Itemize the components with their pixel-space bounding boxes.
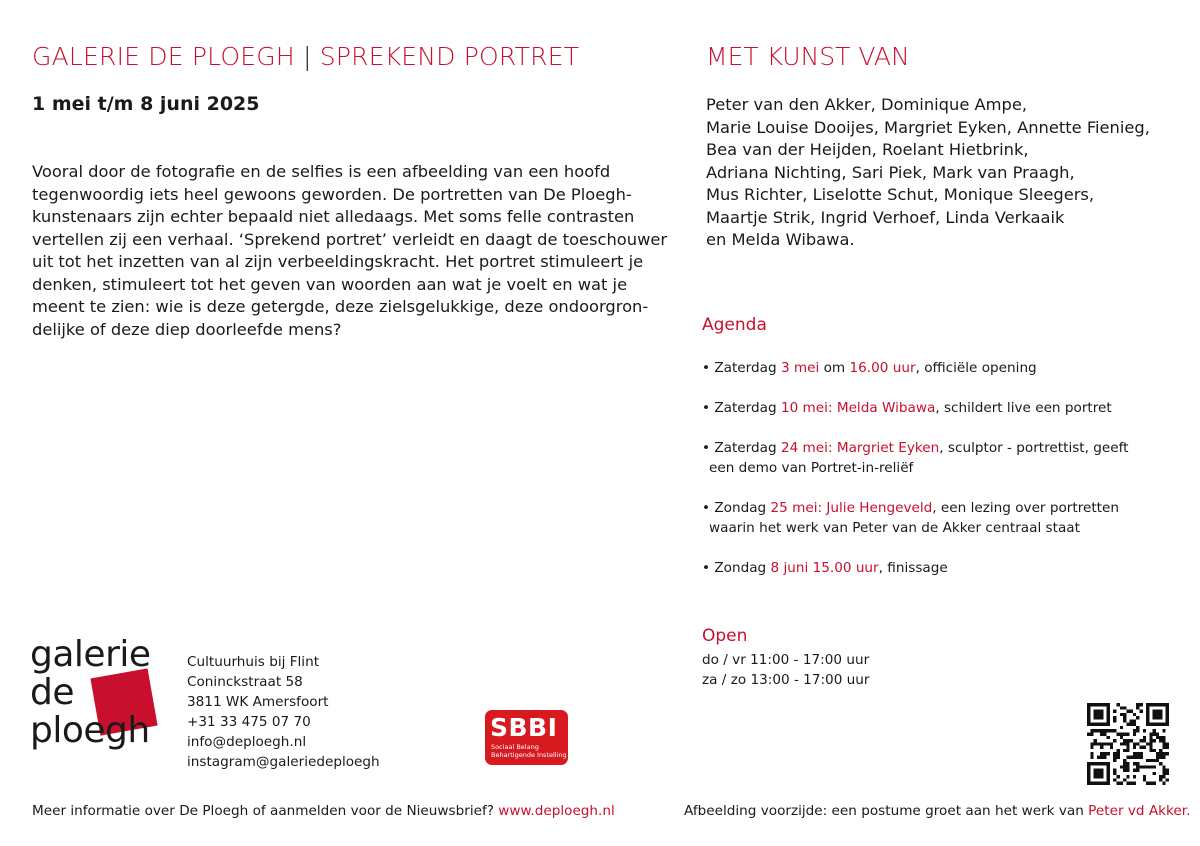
sbbi-title: SBBI: [490, 713, 558, 742]
agenda-text: om: [819, 360, 850, 376]
qr-code-icon[interactable]: [1087, 703, 1169, 785]
exhibition-dates: 1 mei t/m 8 juni 2025: [32, 93, 260, 115]
agenda-continuation: waarin het werk van Peter van de Akker centraal staat: [709, 520, 1080, 536]
page-title: [32, 42, 579, 71]
intro-line: meent te zien: wie is deze getergde, deze zielsgelukkige, deze ondoorgron-: [32, 297, 649, 316]
address-line: Cultuurhuis bij Flint: [187, 654, 320, 670]
footer-info: [32, 803, 615, 819]
agenda-item: [702, 358, 1172, 378]
contact-address: [187, 652, 380, 772]
artists-line: Maartje Strik, Ingrid Verhoef, Linda Verkaaik: [706, 207, 1065, 227]
artists-line: Marie Louise Dooijes, Margriet Eyken, Annette Fienieg,: [706, 117, 1150, 137]
sbbi-logo: [485, 710, 568, 765]
hours-line: za / zo 13:00 - 17:00 uur: [702, 672, 870, 688]
artists-line: Peter van den Akker, Dominique Ampe,: [706, 95, 1028, 114]
agenda-continuation: een demo van Portret-in-reliëf: [709, 460, 914, 476]
intro-text: [32, 161, 668, 341]
artists-line: Bea van der Heijden, Roelant Hietbrink,: [706, 140, 1029, 159]
gallery-name: GALERIE DE PLOEGH: [32, 42, 295, 71]
agenda-item: [702, 438, 1172, 478]
intro-line: tegenwoordig iets heel gewoons geworden. De portretten van De Ploegh-: [32, 184, 632, 204]
email-link[interactable]: info@deploegh.nl: [187, 734, 307, 750]
logo-line: galerie: [30, 634, 151, 675]
artists-line: Mus Richter, Liselotte Schut, Monique Sleegers,: [706, 185, 1095, 204]
agenda-text: • Zondag: [702, 560, 771, 576]
logo-line: de: [30, 672, 74, 713]
opening-hours: [702, 650, 870, 690]
phone-number[interactable]: +31 33 475 07 70: [187, 714, 311, 730]
agenda-text: • Zondag: [702, 500, 771, 516]
agenda-item: [702, 558, 1172, 578]
credit-text: Afbeelding voorzijde: een postume groet aan het werk van: [684, 803, 1089, 819]
agenda-highlight: 3 mei: [780, 360, 820, 376]
agenda-text: , finissage: [878, 560, 948, 576]
intro-line: uit tot het inzetten van al zijn verbeeldingskracht. Het portret stimuleert je: [32, 252, 644, 271]
address-line: Coninckstraat 58: [187, 674, 303, 690]
agenda-highlight: 16.00 uur: [849, 360, 916, 376]
credit-artist-link: Peter vd Akker.: [1088, 803, 1191, 819]
agenda-item: [702, 498, 1172, 538]
agenda-highlight: 8 juni 15.00 uur: [770, 560, 879, 576]
instagram-link[interactable]: instagram@galeriedeploegh: [187, 754, 380, 770]
agenda-text: • Zaterdag: [702, 360, 781, 376]
agenda-highlight: 25 mei: Julie Hengeveld: [770, 500, 933, 516]
artists-list: [706, 94, 1150, 252]
sbbi-subtitle: [491, 744, 567, 759]
hours-line: do / vr 11:00 - 17:00 uur: [702, 652, 870, 668]
agenda-text: , sculptor - portrettist, geeft: [939, 440, 1129, 456]
sbbi-subtitle-line: Sociaal Belang: [491, 743, 539, 751]
agenda-highlight: 24 mei: Margriet Eyken: [780, 440, 940, 456]
title-separator: |: [303, 42, 312, 71]
agenda-list: [702, 358, 1172, 598]
agenda-text: , een lezing over portretten: [932, 500, 1119, 516]
open-heading: Open: [702, 626, 748, 646]
address-line: 3811 WK Amersfoort: [187, 694, 329, 710]
agenda-highlight: 10 mei: Melda Wibawa: [780, 400, 936, 416]
agenda-text: • Zaterdag: [702, 440, 781, 456]
artists-line: en Melda Wibawa.: [706, 230, 855, 249]
artists-heading: MET KUNST VAN: [706, 42, 910, 71]
gallery-logo: [30, 636, 151, 750]
agenda-text: , schildert live een portret: [935, 400, 1112, 416]
intro-line: delijke of deze diep doorleefde mens?: [32, 319, 342, 339]
footer-credit: [684, 803, 1190, 819]
exhibition-name: SPREKEND PORTRET: [319, 42, 580, 71]
intro-line: Vooral door de fotografie en de selfies is een afbeelding van een hoofd: [32, 162, 611, 181]
logo-line: ploegh: [30, 710, 150, 751]
footer-text: Meer informatie over De Ploegh of aanmelden voor de Nieuwsbrief?: [32, 803, 499, 819]
agenda-text: , officiële opening: [915, 360, 1037, 376]
agenda-text: • Zaterdag: [702, 400, 781, 416]
agenda-item: [702, 398, 1172, 418]
artists-line: Adriana Nichting, Sari Piek, Mark van Praagh,: [706, 162, 1075, 182]
agenda-heading: Agenda: [702, 315, 767, 335]
intro-line: kunstenaars zijn echter bepaald niet alledaags. Met soms felle contrasten: [32, 207, 635, 226]
website-link[interactable]: www.deploegh.nl: [498, 803, 615, 819]
intro-line: vertellen zij een verhaal. ‘Sprekend portret’ verleidt en daagt de toeschouwer: [32, 229, 668, 249]
sbbi-subtitle-line: Behartigende Instelling: [491, 750, 567, 759]
intro-line: denken, stimuleert tot het geven van woorden aan wat je voelt en wat je: [32, 274, 628, 294]
